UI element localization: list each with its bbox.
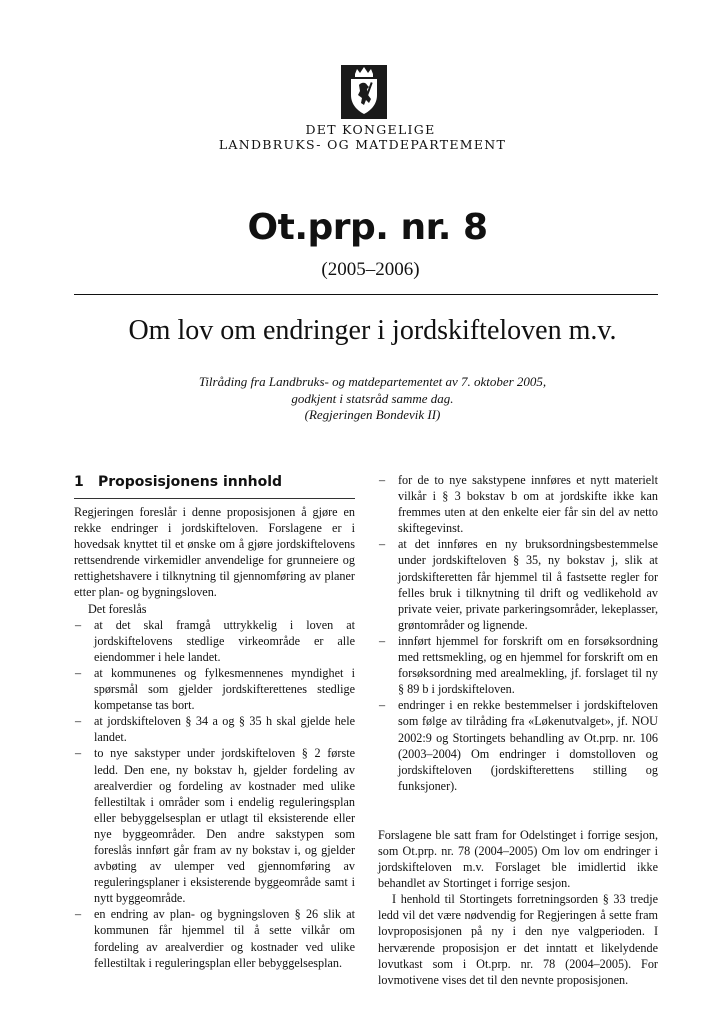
list-item: – at det innføres en ny bruksordningsbestemmelse under jordskifteloven § 35, ny bokstav j, slik at jordskifteretten får hjemmel til å fastsette regler for felles bruk i tilknytning til drift og vedlikehold av private veier, private parkeringsområder, lekeplasser, grøntområder og lignende. <box>378 536 658 633</box>
coat-of-arms-icon <box>341 65 387 119</box>
department-line-2: LANDBRUKS- OG MATDEPARTEMENT <box>218 137 507 152</box>
approval-line-1: Tilråding fra Landbruks- og matdepartementet av 7. oktober 2005, <box>198 374 547 389</box>
session-years: (2005–2006) <box>321 259 420 280</box>
section-heading-text: Proposisjonens innhold <box>98 474 283 490</box>
list-item: – at kommunenes og fylkesmennenes myndighet i spørsmål som gjelder jordskifterettenes stedlige kompetanse tas bort. <box>74 665 355 713</box>
left-column <box>74 472 355 971</box>
list-item: – at det skal framgå uttrykkelig i loven at jordskiftelovens stedlige virkeområde er alle eiendommer i hele landet. <box>74 617 355 665</box>
document-title: Ot.prp. nr. 8 <box>247 207 488 248</box>
approval-line-2: godkjent i statsråd samme dag. <box>291 390 454 406</box>
closing-paragraph-2: I henhold til Stortingets forretningsorden § 33 tredje ledd vil det være nødvendig for Regjeringen å sette fram lovproposisjonen på ny i den nye valgperioden. I herværende proposisjon er det inntatt et likelydende lovutkast som i Ot.prp. nr. 78 (2004–2005). For lovmotivene vises det til den nevnte proposisjonen. <box>378 892 658 987</box>
list-item: – for de to nye sakstypene innføres et nytt materielt vilkår i § 3 bokstav b om at jordskifte ikke kan fremmes uten at den enkelte eier får sin del av netto skiftegevinst. <box>378 472 658 536</box>
title-divider <box>74 294 658 295</box>
proposal-list-left <box>74 617 355 971</box>
approval-note <box>0 374 725 424</box>
proposal-list-right <box>378 472 658 794</box>
list-item: – en endring av plan- og bygningsloven § 26 slik at kommunen får hjemmel til å sette vilkår om fordeling av arealverdier og kostnader ved ulike fellestiltak i reguleringsplan eller bebyggelsesplan. <box>74 906 355 970</box>
proposal-lead: Det foreslås <box>88 601 147 616</box>
intro-paragraph: Regjeringen foreslår i denne proposisjonen å gjøre en rekke endringer i jordskifteloven. Forslagene er i hovedsak knyttet til et ønske om å gjøre jordskiftelovens rettsendrende virkemidler anvendelige for grunneiere og rettighetshavere i tilknytning til gjennomføring av planer etter plan- og bygningsloven. <box>74 505 355 600</box>
list-item: – at jordskifteloven § 34 a og § 35 h skal gjelde hele landet. <box>74 713 355 745</box>
list-item: – endringer i en rekke bestemmelser i jordskifteloven som følge av tilråding fra «Løkenutvalget», jf. NOU 2002:9 og Stortingets behandling av Ot.prp. nr. 106 (2003–2004) Om endringer i domstolloven og jordskifteloven (jordskifterettens stilling og funksjoner). <box>378 697 658 794</box>
list-item: – to nye sakstyper under jordskifteloven § 2 første ledd. Den ene, ny bokstav h, gjelder fordeling av arealverdier og fordeling av kostnader med ulike fellestiltak i områder som i endelig reguleringsplan eller bebyggelsesplan er utlagt til eksisterende eller nye byggeområder. Den andre sakstypen som foreslås innført går fram av ny bokstav i, og gjelder avbøting av ulemper ved gjennomføring av reguleringsplaner i eksisterende byggeområde samt i nytt byggeområde. <box>74 745 355 906</box>
closing-paragraph-1: Forslagene ble satt fram for Odelstinget i forrige sesjon, som Ot.prp. nr. 78 (2004–2005) Om lov om endringer i jordskifteloven m.v. Forslaget ble imidlertid ikke behandlet av Stortinget i forrige sesjon. <box>378 827 658 891</box>
section-heading <box>74 472 355 499</box>
list-item: – innført hjemmel for forskrift om en forsøksordning med rettsmekling, og en hjemmel for forskrift om en forsøksordning med arealmekling, jf. forslaget til ny § 89 b i jordskifteloven. <box>378 633 658 697</box>
document-subtitle: Om lov om endringer i jordskifteloven m.v. <box>128 315 617 346</box>
section-number: 1 <box>74 474 84 490</box>
approval-line-3: (Regjeringen Bondevik II) <box>304 407 441 422</box>
department-line-1: DET KONGELIGE <box>305 122 436 137</box>
right-column <box>378 472 658 988</box>
